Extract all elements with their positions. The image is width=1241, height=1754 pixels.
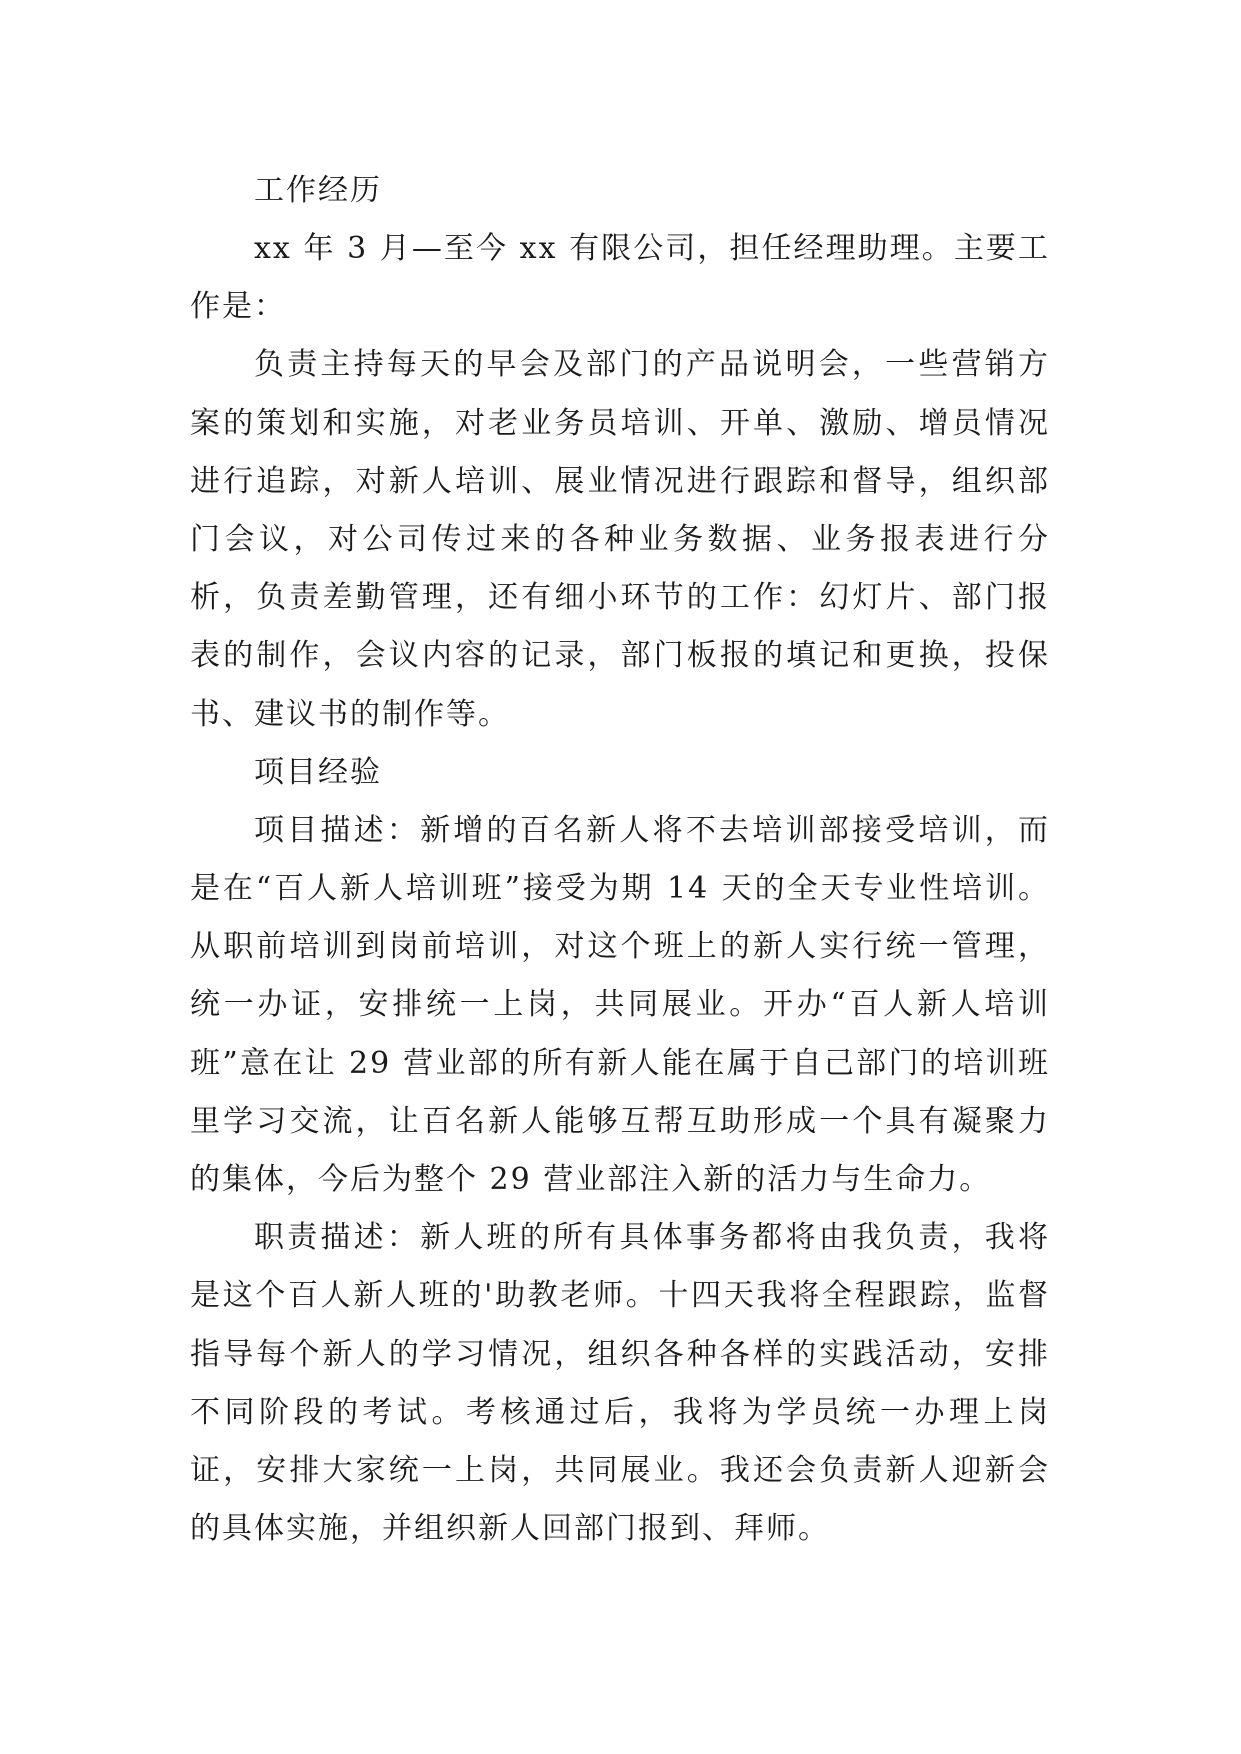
work-experience-intro: xx 年 3 月—至今 xx 有限公司，担任经理助理。主要工作是： bbox=[190, 231, 1050, 325]
project-description: 项目描述：新增的百名新人将不去培训部接受培训，而是在“百人新人培训班”接受为期 14 天的全天专业性培训。从职前培训到岗前培训，对这个班上的新人实行统一管理，统一办证，安排统一上岗，共同展业。开办“百人新人培训班”意在让 29 营业部的所有新人能在属于自己部门的培训班里学习交流，让百名新人能够互帮互助形成一个具有凝聚力的集体，今后为整个 29 营业部注入新的活力与生命力。 bbox=[190, 812, 1050, 1198]
project-experience-heading: 项目经验 bbox=[254, 754, 382, 790]
work-experience-duties: 负责主持每天的早会及部门的产品说明会，一些营销方案的策划和实施，对老业务员培训、开单、激励、增员情况进行追踪，对新人培训、展业情况进行跟踪和督导，组织部门会议，对公司传过来的各种业务数据、业务报表进行分析，负责差勤管理，还有细小环节的工作：幻灯片、部门报表的制作，会议内容的记录，部门板报的填记和更换，投保书、建议书的制作等。 bbox=[190, 347, 1050, 732]
work-experience-heading: 工作经历 bbox=[254, 173, 382, 208]
project-responsibility: 职责描述：新人班的所有具体事务都将由我负责，我将是这个百人新人班的'助教老师。十四天我将全程跟踪，监督指导每个新人的学习情况，组织各种各样的实践活动，安排不同阶段的考试。考核通过后，我将为学员统一办理上岗证，安排大家统一上岗，共同展业。我还会负责新人迎新会的具体实施，并组织新人回部门报到、拜师。 bbox=[190, 1220, 1050, 1547]
document-page bbox=[190, 162, 1050, 1558]
